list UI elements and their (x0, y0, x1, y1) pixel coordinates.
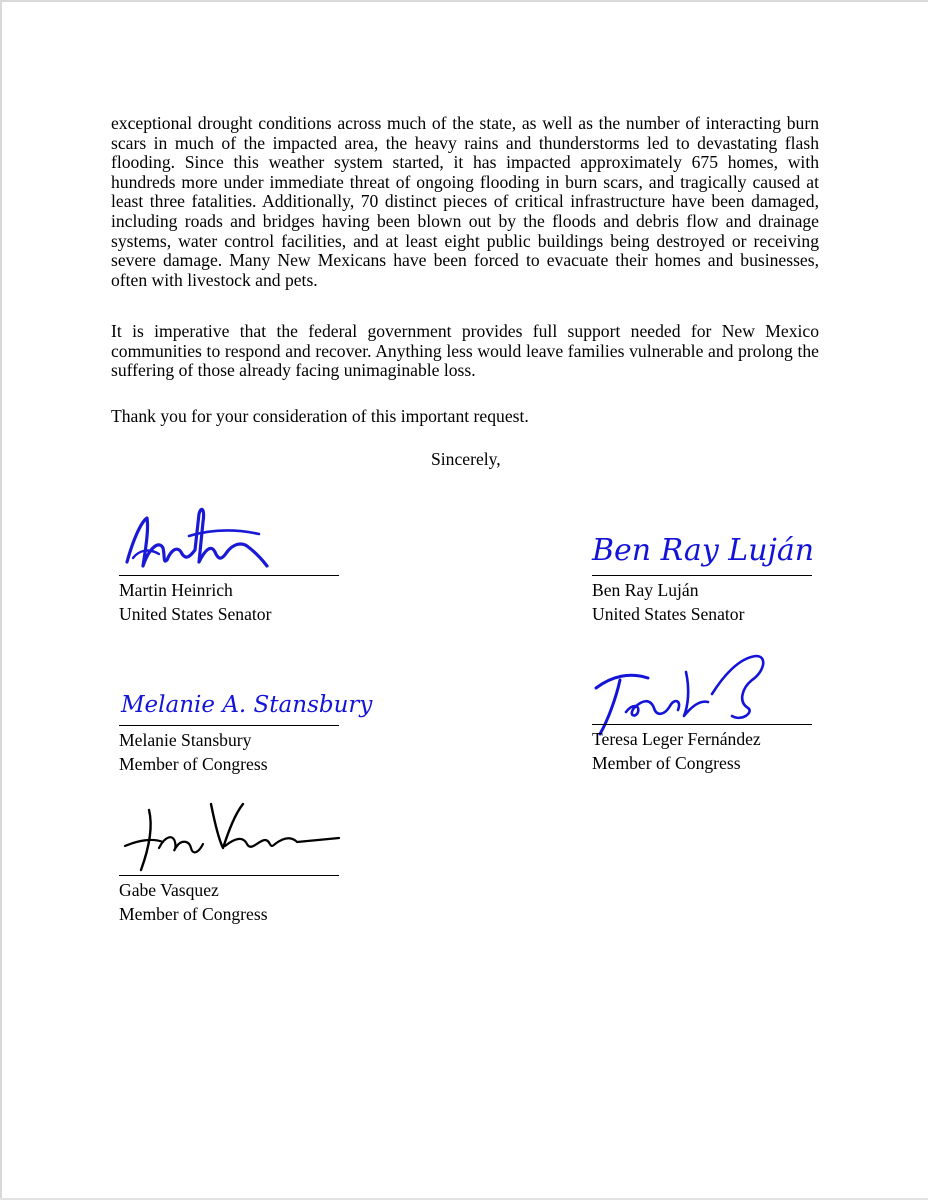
page-border-top (0, 0, 928, 2)
letter-paragraph-3: Thank you for your consideration of this important request. (111, 406, 529, 426)
signatory-title: Member of Congress (119, 754, 268, 774)
page-border-left (0, 0, 2, 1200)
svg-text:Melanie A. Stansbury: Melanie A. Stansbury (121, 692, 373, 718)
letter-paragraph-2: It is imperative that the federal government provides full support needed for New Mexico communities to respond and recover. Anything less would leave families vulnerable and prolong the suffering of those already facing unimaginable loss. (111, 321, 819, 381)
signatory-name: Teresa Leger Fernández (592, 729, 761, 749)
signatory-title: Member of Congress (119, 904, 268, 924)
closing-salutation: Sincerely, (431, 449, 501, 469)
signature-lujan (592, 510, 822, 580)
signature-block-lujan (592, 510, 822, 640)
letter-paragraph-1: exceptional drought conditions across much of the state, as well as the number of interacting burn scars in much of the impacted area, the heavy rains and thunderstorms led to devastating flash flooding. Since this weather system started, it has impacted approximately 675 homes, with hundreds more under immediate threat of ongoing flooding in burn scars, and tragically caused at least three fatalities. Additionally, 70 distinct pieces of critical infrastructure have been damaged, including roads and bridges having been blown out by the floods and debris flow and drainage systems, water control facilities, and at least eight public buildings being destroyed or receiving severe damage. Many New Mexicans have been forced to evacuate their homes and businesses, often with livestock and pets. (111, 113, 819, 290)
signature-heinrich (119, 500, 299, 580)
signatory-name: Martin Heinrich (119, 580, 233, 600)
signature-block-leger-fernandez (592, 650, 822, 780)
signature-block-heinrich (119, 500, 349, 630)
signature-block-stansbury (119, 660, 373, 790)
signature-line (119, 575, 339, 576)
signatory-name: Ben Ray Luján (592, 580, 699, 600)
signatory-title: United States Senator (592, 604, 745, 624)
signatory-title: Member of Congress (592, 753, 741, 773)
signature-stansbury (119, 660, 373, 726)
signature-leger-fernandez (592, 650, 792, 740)
signatory-name: Gabe Vasquez (119, 880, 219, 900)
signature-vasquez (119, 800, 349, 880)
signatory-name: Melanie Stansbury (119, 730, 252, 750)
svg-text:Ben Ray Luján: Ben Ray Luján (592, 533, 815, 568)
signature-line (592, 724, 812, 725)
signature-block-vasquez (119, 800, 349, 930)
signature-line (592, 575, 812, 576)
signature-line (119, 725, 339, 726)
signatory-title: United States Senator (119, 604, 272, 624)
signature-line (119, 875, 339, 876)
